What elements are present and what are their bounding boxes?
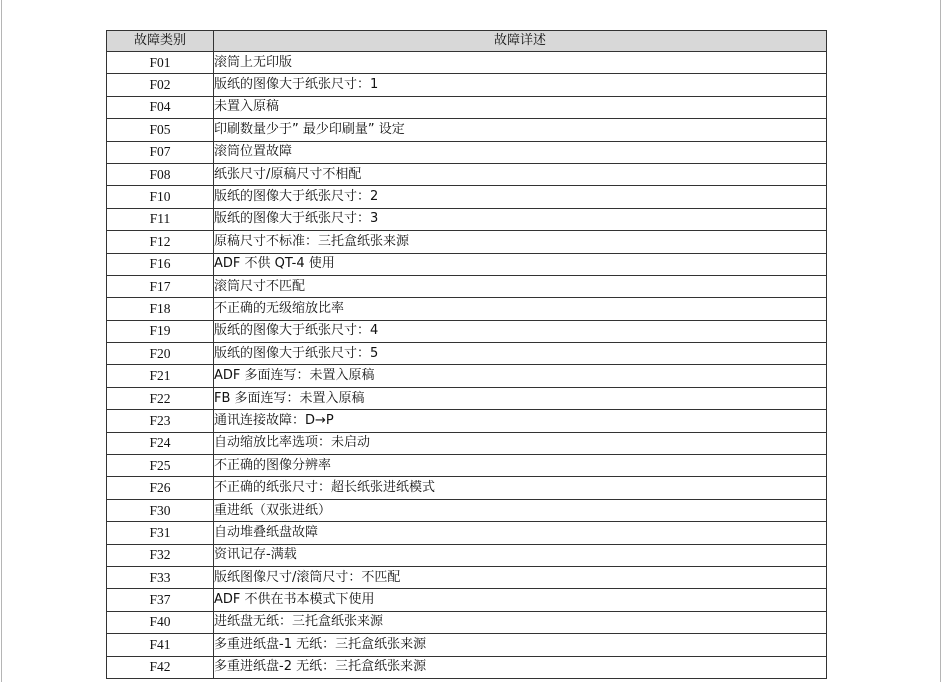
fault-description-cell: 自动缩放比率选项：未启动 — [214, 432, 827, 454]
fault-code-cell: F20 — [107, 343, 214, 365]
page-edge-right — [940, 0, 941, 682]
table-row — [107, 477, 827, 499]
fault-description-cell: ADF 多面连写：未置入原稿 — [214, 365, 827, 387]
table-row — [107, 96, 827, 118]
table-row — [107, 231, 827, 253]
fault-code-cell: F24 — [107, 432, 214, 454]
fault-code-cell: F31 — [107, 522, 214, 544]
fault-code-cell: F33 — [107, 566, 214, 588]
table-row — [107, 387, 827, 409]
fault-code-cell: F04 — [107, 96, 214, 118]
table-row — [107, 208, 827, 230]
fault-code-cell: F18 — [107, 298, 214, 320]
table-row — [107, 589, 827, 611]
table-row — [107, 410, 827, 432]
fault-code-cell: F23 — [107, 410, 214, 432]
fault-code-cell: F12 — [107, 231, 214, 253]
fault-code-cell: F22 — [107, 387, 214, 409]
fault-code-table — [106, 30, 827, 679]
fault-description-cell: 滚筒位置故障 — [214, 141, 827, 163]
table-row — [107, 499, 827, 521]
table-row — [107, 52, 827, 74]
fault-code-cell: F01 — [107, 52, 214, 74]
fault-description-cell: 版纸的图像大于纸张尺寸：4 — [214, 320, 827, 342]
fault-code-cell: F05 — [107, 119, 214, 141]
table-row — [107, 365, 827, 387]
table-row — [107, 522, 827, 544]
fault-description-cell: 版纸的图像大于纸张尺寸：2 — [214, 186, 827, 208]
fault-code-cell: F08 — [107, 163, 214, 185]
fault-code-cell: F37 — [107, 589, 214, 611]
fault-description-cell: 滚筒上无印版 — [214, 52, 827, 74]
table-row — [107, 634, 827, 656]
fault-code-cell: F16 — [107, 253, 214, 275]
table-row — [107, 611, 827, 633]
table-row — [107, 343, 827, 365]
fault-description-cell: 不正确的图像分辨率 — [214, 455, 827, 477]
fault-description-cell: 版纸的图像大于纸张尺寸：3 — [214, 208, 827, 230]
fault-description-cell: 版纸的图像大于纸张尺寸：1 — [214, 74, 827, 96]
table-row — [107, 544, 827, 566]
fault-description-cell: 自动堆叠纸盘故障 — [214, 522, 827, 544]
page-edge-left — [1, 0, 2, 682]
fault-code-cell: F25 — [107, 455, 214, 477]
table-row — [107, 141, 827, 163]
table-row — [107, 275, 827, 297]
fault-description-cell: 版纸的图像大于纸张尺寸：5 — [214, 343, 827, 365]
fault-description-cell: ADF 不供在书本模式下使用 — [214, 589, 827, 611]
fault-description-cell: 通讯连接故障：D→P — [214, 410, 827, 432]
fault-code-cell: F42 — [107, 656, 214, 678]
fault-description-cell: 资讯记存-满载 — [214, 544, 827, 566]
table-row — [107, 298, 827, 320]
table-row — [107, 320, 827, 342]
fault-description-cell: 多重进纸盘-1 无纸：三托盒纸张来源 — [214, 634, 827, 656]
fault-description-cell: ADF 不供 QT-4 使用 — [214, 253, 827, 275]
header-fault-category: 故障类别 — [107, 31, 214, 52]
table-row — [107, 455, 827, 477]
header-fault-detail: 故障详述 — [214, 31, 827, 52]
fault-description-cell: FB 多面连写：未置入原稿 — [214, 387, 827, 409]
fault-code-cell: F17 — [107, 275, 214, 297]
fault-code-cell: F07 — [107, 141, 214, 163]
fault-code-cell: F41 — [107, 634, 214, 656]
table-row — [107, 253, 827, 275]
table-row — [107, 163, 827, 185]
table-body — [107, 52, 827, 679]
fault-description-cell: 进纸盘无纸：三托盒纸张来源 — [214, 611, 827, 633]
table-row — [107, 566, 827, 588]
fault-description-cell: 不正确的纸张尺寸：超长纸张进纸模式 — [214, 477, 827, 499]
fault-code-cell: F21 — [107, 365, 214, 387]
fault-description-cell: 多重进纸盘-2 无纸：三托盒纸张来源 — [214, 656, 827, 678]
table-header-row — [107, 31, 827, 52]
table-row — [107, 656, 827, 678]
table-row — [107, 432, 827, 454]
fault-code-cell: F11 — [107, 208, 214, 230]
fault-code-cell: F02 — [107, 74, 214, 96]
fault-code-cell: F19 — [107, 320, 214, 342]
fault-description-cell: 版纸图像尺寸/滚筒尺寸：不匹配 — [214, 566, 827, 588]
table-row — [107, 186, 827, 208]
fault-description-cell: 不正确的无级缩放比率 — [214, 298, 827, 320]
fault-description-cell: 滚筒尺寸不匹配 — [214, 275, 827, 297]
fault-code-cell: F10 — [107, 186, 214, 208]
table-row — [107, 119, 827, 141]
fault-description-cell: 纸张尺寸/原稿尺寸不相配 — [214, 163, 827, 185]
fault-code-cell: F32 — [107, 544, 214, 566]
fault-description-cell: 原稿尺寸不标准：三托盒纸张来源 — [214, 231, 827, 253]
fault-description-cell: 未置入原稿 — [214, 96, 827, 118]
table-row — [107, 74, 827, 96]
fault-code-cell: F40 — [107, 611, 214, 633]
fault-description-cell: 印刷数量少于” 最少印刷量” 设定 — [214, 119, 827, 141]
fault-code-cell: F26 — [107, 477, 214, 499]
fault-code-cell: F30 — [107, 499, 214, 521]
fault-description-cell: 重进纸（双张进纸） — [214, 499, 827, 521]
